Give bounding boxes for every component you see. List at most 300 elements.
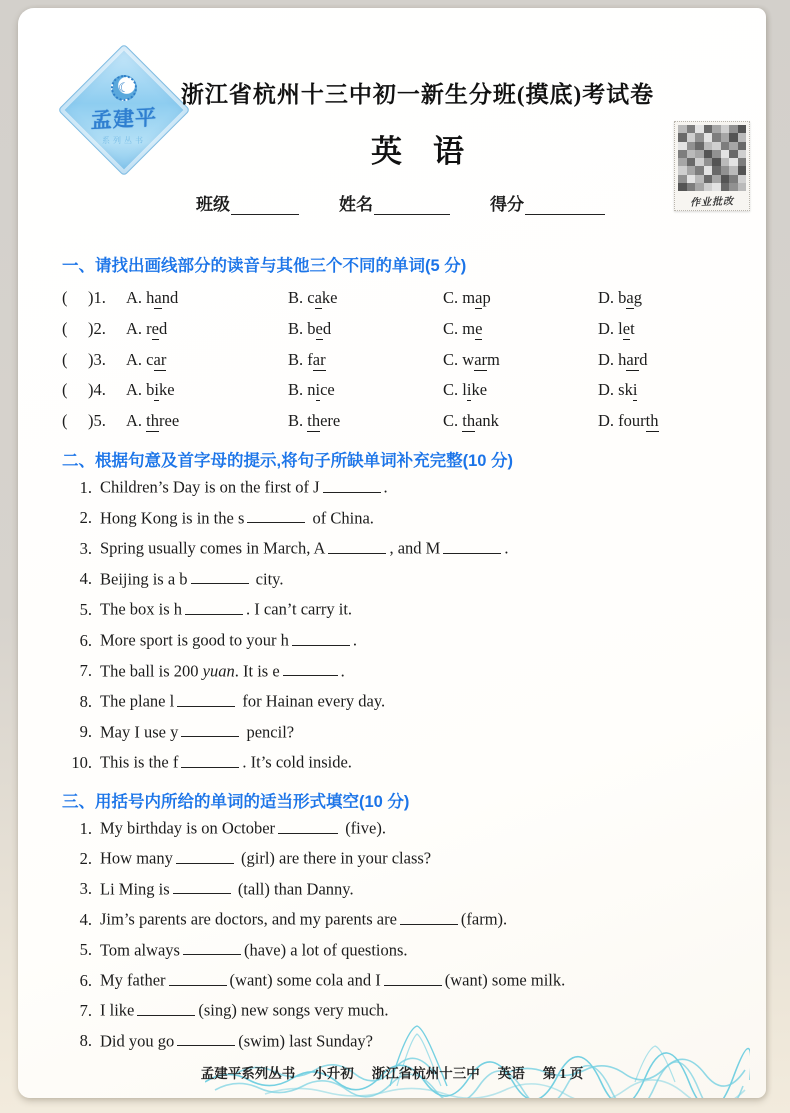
item-number: 5. <box>79 600 92 620</box>
mosaic-cell <box>738 166 747 174</box>
text-segment: The ball is 200 <box>100 661 203 681</box>
underlined-letters: i <box>632 380 638 400</box>
choice-question-row <box>62 350 764 381</box>
item-text <box>100 940 770 961</box>
answer-blank <box>183 940 241 956</box>
word-part: r <box>146 318 152 338</box>
item-number: 9. <box>79 722 92 742</box>
logo-subtitle: 系列丛书 <box>102 135 146 145</box>
mosaic-cell <box>695 142 704 150</box>
option-b <box>288 319 443 339</box>
underlined-letters: th <box>645 411 659 431</box>
word-part: ke <box>321 288 338 307</box>
mosaic-cell <box>678 142 687 150</box>
info-field <box>196 190 299 215</box>
mosaic-cell <box>687 133 696 141</box>
fill-in-item <box>50 940 770 970</box>
option-label: B. <box>288 380 308 400</box>
text-segment: (have) a lot of questions. <box>243 940 408 960</box>
text-segment: (girl) are there in your class? <box>236 849 432 869</box>
item-text <box>100 970 770 991</box>
subject-title: 英 语 <box>371 134 464 169</box>
option-c <box>443 288 598 308</box>
text-segment: , and M <box>389 538 441 558</box>
word-part: ere <box>320 411 341 431</box>
option-d <box>598 288 764 308</box>
mosaic-cell <box>721 142 730 150</box>
option-d <box>598 319 764 339</box>
text-segment: (swim) last Sunday? <box>238 1031 373 1051</box>
mosaic-cell <box>704 183 713 191</box>
mosaic-cell <box>678 158 687 166</box>
mosaic-cell <box>678 150 687 158</box>
option-label: A. <box>126 411 147 431</box>
mosaic-cell <box>729 150 738 158</box>
question-number: )1. <box>88 288 106 307</box>
option-a <box>126 350 288 370</box>
word-part: p <box>482 288 491 307</box>
stamp-caption: 作业批改 <box>689 196 735 209</box>
text-segment: The plane l <box>100 691 175 711</box>
mosaic-cell <box>704 175 713 183</box>
option-label: C. <box>443 288 463 307</box>
option-label: A. <box>126 288 147 307</box>
mosaic-cell <box>721 125 730 133</box>
text-segment: of China. <box>308 508 374 528</box>
item-text <box>100 1000 770 1021</box>
answer-blank <box>169 970 227 986</box>
text-segment: I like <box>100 1001 135 1021</box>
option-label: D. <box>598 288 619 307</box>
option-c <box>443 350 598 370</box>
mosaic-cell <box>721 175 730 183</box>
mosaic-image <box>678 125 746 191</box>
choice-question-row <box>62 319 764 350</box>
mosaic-cell <box>712 158 721 166</box>
item-text <box>100 569 770 590</box>
mosaic-cell <box>729 142 738 150</box>
word-part: ce <box>320 380 335 400</box>
mosaic-cell <box>712 125 721 133</box>
answer-blank <box>173 879 231 895</box>
footer-part: 浙江省杭州十三中 <box>371 1066 480 1081</box>
option-a <box>126 319 288 339</box>
underlined-letters: a <box>154 288 162 307</box>
item-text <box>100 599 770 620</box>
item-text <box>100 661 770 682</box>
mosaic-cell <box>687 166 696 174</box>
word-part: ke <box>471 380 488 400</box>
fill-in-item <box>50 599 770 630</box>
student-info-fields <box>196 190 645 215</box>
mosaic-cell <box>678 125 687 133</box>
option-d <box>598 350 764 370</box>
text-segment: (five). <box>341 818 386 838</box>
mosaic-cell <box>721 133 730 141</box>
option-label: A. <box>126 380 147 400</box>
wave-decoration <box>205 1020 750 1098</box>
fill-in-item <box>50 970 770 1000</box>
mosaic-cell <box>695 175 704 183</box>
page-footer <box>18 1062 766 1082</box>
mosaic-cell <box>695 125 704 133</box>
option-label: B. <box>288 411 308 431</box>
word-part: ank <box>475 411 499 431</box>
mosaic-cell <box>738 158 747 166</box>
word-part: n <box>307 380 316 400</box>
mosaic-cell <box>712 142 721 150</box>
mosaic-cell <box>729 125 738 133</box>
mosaic-cell <box>687 183 696 191</box>
mosaic-cell <box>704 142 713 150</box>
question-number: )2. <box>88 318 106 338</box>
word-part: d <box>159 318 168 338</box>
item-number: 8. <box>79 1031 92 1051</box>
mosaic-cell <box>738 125 747 133</box>
mosaic-cell <box>721 158 730 166</box>
item-text <box>100 477 770 498</box>
option-label: C. <box>443 380 463 400</box>
word-part: d <box>639 349 648 369</box>
field-label: 姓名 <box>339 195 373 214</box>
item-number: 3. <box>79 538 92 558</box>
item-number: 7. <box>79 1001 92 1021</box>
word-part: h <box>146 288 155 307</box>
section2-items <box>50 477 770 783</box>
mosaic-cell <box>695 183 704 191</box>
word-part: b <box>146 380 155 400</box>
option-label: B. <box>288 349 308 369</box>
mosaic-cell <box>729 133 738 141</box>
answer-bracket: ( <box>62 380 68 400</box>
text-segment: pencil? <box>242 722 295 742</box>
underlined-letters: e <box>622 318 631 338</box>
choice-question-row <box>62 411 764 442</box>
mosaic-cell <box>704 158 713 166</box>
fill-in-item <box>50 508 770 539</box>
field-label: 得分 <box>490 195 524 214</box>
item-number: 6. <box>79 970 92 990</box>
option-a <box>126 411 288 431</box>
text-segment: Jim’s parents are doctors, and my parents are <box>100 909 397 929</box>
section3-heading: 三、用括号内所给的单词的适当形式填空(10 分) <box>62 793 410 811</box>
fill-in-item <box>50 818 770 848</box>
text-segment: (tall) than Danny. <box>233 879 354 899</box>
mosaic-cell <box>678 133 687 141</box>
fill-in-item <box>50 538 770 569</box>
option-label: A. <box>126 349 147 369</box>
text-segment: Did you go <box>100 1031 175 1051</box>
text-segment: Hong Kong is in the s <box>100 508 245 528</box>
text-segment: How many <box>100 849 173 869</box>
item-number: 1. <box>79 477 92 497</box>
underlined-letters: a <box>626 288 634 307</box>
option-a <box>126 288 288 308</box>
field-blank <box>231 197 299 215</box>
underlined-letters: i <box>466 380 472 400</box>
answer-blank <box>137 1000 195 1016</box>
question-number: )5. <box>88 411 106 431</box>
word-part: l <box>618 318 623 338</box>
section2-heading: 二、根据句意及首字母的提示,将句子所缺单词补充完整(10 分) <box>62 452 514 470</box>
option-label: C. <box>443 349 463 369</box>
underlined-letters: a <box>314 288 322 307</box>
answer-blank <box>443 538 501 554</box>
underlined-letters: e <box>151 318 159 338</box>
answer-blank <box>191 569 249 585</box>
text-segment: My father <box>100 970 166 990</box>
item-number: 5. <box>79 940 92 960</box>
answer-blank <box>247 508 305 524</box>
text-segment: . I can’t carry it. <box>246 600 353 620</box>
mosaic-cell <box>712 166 721 174</box>
mosaic-cell <box>695 158 704 166</box>
mosaic-cell <box>712 133 721 141</box>
option-label: C. <box>443 318 463 338</box>
option-label: D. <box>598 411 619 431</box>
option-b <box>288 380 443 400</box>
fill-in-item <box>50 477 770 508</box>
crescent-moon-icon: ☾ <box>111 75 137 101</box>
question-number: )3. <box>88 349 106 369</box>
underlined-letters: e <box>475 318 483 338</box>
footer-part: 小升初 <box>313 1066 354 1081</box>
mosaic-cell <box>687 142 696 150</box>
option-label: B. <box>288 318 308 338</box>
fill-in-item <box>50 569 770 600</box>
answer-blank <box>185 599 243 615</box>
underlined-letters: ar <box>474 349 488 369</box>
option-c <box>443 319 598 339</box>
field-blank <box>374 197 450 215</box>
item-number: 2. <box>79 849 92 869</box>
answer-bracket: ( <box>62 349 68 369</box>
text-segment: . It is e <box>234 661 280 681</box>
answer-blank <box>278 818 338 834</box>
word-part: d <box>322 318 332 338</box>
item-number: 1. <box>79 818 92 838</box>
answer-blank <box>384 970 442 986</box>
fill-in-item <box>50 909 770 939</box>
footer-part: 英语 <box>497 1066 525 1081</box>
underlined-letters: th <box>146 411 160 431</box>
mosaic-cell <box>729 166 738 174</box>
info-field <box>490 190 605 215</box>
mosaic-cell <box>704 166 713 174</box>
option-label: D. <box>598 380 619 400</box>
text-segment: . <box>383 477 388 497</box>
option-label: D. <box>598 349 619 369</box>
item-text <box>100 508 770 529</box>
option-label: C. <box>443 411 463 431</box>
mosaic-cell <box>738 175 747 183</box>
text-segment: (want) some milk. <box>444 970 566 990</box>
answer-blank <box>177 691 235 707</box>
mosaic-cell <box>712 150 721 158</box>
answer-blank <box>292 630 350 646</box>
option-c <box>443 411 598 431</box>
mosaic-cell <box>678 166 687 174</box>
mosaic-cell <box>738 133 747 141</box>
underlined-letters: ar <box>312 349 326 369</box>
choice-question-row <box>62 288 764 319</box>
word-part: g <box>633 288 642 307</box>
text-segment: (farm). <box>460 909 508 929</box>
underlined-letters: i <box>315 380 321 400</box>
answer-blank <box>176 848 234 864</box>
item-text <box>100 818 770 839</box>
mosaic-cell <box>687 175 696 183</box>
text-segment: Li Ming is <box>100 879 170 899</box>
text-segment: My birthday is on October <box>100 818 276 838</box>
italic-word: yuan <box>202 661 235 681</box>
text-segment: The box is h <box>100 600 183 620</box>
text-segment: . <box>352 630 357 650</box>
text-segment: (want) some cola and I <box>229 970 381 990</box>
option-d <box>598 411 764 431</box>
section1-heading: 一、请找出画线部分的读音与其他三个不同的单词(5 分) <box>62 257 467 275</box>
option-a <box>126 380 288 400</box>
answer-bracket: ( <box>62 318 68 338</box>
text-segment: Tom always <box>100 940 180 960</box>
answer-blank <box>181 752 239 768</box>
option-b <box>288 350 443 370</box>
mosaic-cell <box>678 183 687 191</box>
mosaic-cell <box>695 150 704 158</box>
underlined-letters: e <box>315 318 323 338</box>
text-segment: for Hainan every day. <box>238 691 386 711</box>
text-segment: Beijing is a b <box>100 569 188 589</box>
mosaic-cell <box>687 150 696 158</box>
choice-question-row <box>62 380 764 411</box>
exam-title: 浙江省杭州十三中初一新生分班(摸底)考试卷 <box>180 82 655 107</box>
underlined-letters: i <box>154 380 160 400</box>
word-part: m <box>487 349 500 369</box>
item-number: 3. <box>79 879 92 899</box>
mosaic-cell <box>704 150 713 158</box>
field-label: 班级 <box>196 195 230 214</box>
option-c <box>443 380 598 400</box>
section1-questions <box>62 288 764 442</box>
answer-bracket: ( <box>62 411 68 431</box>
mosaic-cell <box>729 158 738 166</box>
answer-blank <box>283 661 338 677</box>
answer-blank <box>181 722 239 738</box>
underlined-letters: th <box>462 411 476 431</box>
logo-title: 孟建平 <box>90 104 158 133</box>
item-number: 10. <box>71 753 92 773</box>
underlined-letters: a <box>475 288 483 307</box>
fill-in-item <box>50 691 770 722</box>
mosaic-cell <box>704 125 713 133</box>
text-segment: . <box>340 661 345 681</box>
word-part: ree <box>159 411 180 431</box>
fill-in-item <box>50 752 770 783</box>
word-part: h <box>618 349 627 369</box>
footer-part: 孟建平系列丛书 <box>200 1066 296 1081</box>
word-part: t <box>630 318 635 338</box>
item-number: 4. <box>79 909 92 929</box>
info-field <box>339 190 450 215</box>
item-number: 7. <box>79 661 92 681</box>
option-label: A. <box>126 318 147 338</box>
answer-blank <box>328 538 386 554</box>
answer-blank <box>400 909 458 925</box>
word-part: f <box>307 349 313 369</box>
mosaic-cell <box>687 125 696 133</box>
word-part: nd <box>161 288 179 307</box>
fill-in-item <box>50 722 770 753</box>
mosaic-cell <box>678 175 687 183</box>
item-text <box>100 722 770 743</box>
word-part: b <box>307 318 316 338</box>
text-segment: . It’s cold inside. <box>242 753 352 773</box>
text-segment: This is the f <box>100 753 179 773</box>
item-text <box>100 538 770 559</box>
mosaic-cell <box>704 133 713 141</box>
option-b <box>288 288 443 308</box>
text-segment: (sing) new songs very much. <box>198 1001 389 1021</box>
text-segment: . <box>504 538 509 558</box>
option-label: B. <box>288 288 308 307</box>
question-number: )4. <box>88 380 106 400</box>
item-number: 6. <box>79 630 92 650</box>
fill-in-item <box>50 879 770 909</box>
mosaic-cell <box>738 142 747 150</box>
fill-in-item <box>50 661 770 692</box>
text-segment: Spring usually comes in March, A <box>100 538 326 558</box>
word-part: w <box>462 349 475 369</box>
mosaic-cell <box>687 158 696 166</box>
item-number: 4. <box>79 569 92 589</box>
underlined-letters: ar <box>626 349 640 369</box>
option-d <box>598 380 764 400</box>
word-part: l <box>462 380 467 400</box>
underlined-letters: th <box>307 411 321 431</box>
item-number: 2. <box>79 508 92 528</box>
text-segment: More sport is good to your h <box>100 630 289 650</box>
text-segment: Children’s Day is on the first of J <box>100 477 320 497</box>
fill-in-item <box>50 630 770 661</box>
word-part: m <box>462 318 476 338</box>
mosaic-cell <box>695 133 704 141</box>
word-part: ke <box>159 380 175 400</box>
word-part: sk <box>618 380 633 400</box>
fill-in-item <box>50 848 770 878</box>
pixelated-stamp <box>674 121 750 211</box>
word-part: m <box>462 288 476 307</box>
mosaic-cell <box>721 166 730 174</box>
option-b <box>288 411 443 431</box>
field-blank <box>525 197 605 215</box>
mosaic-cell <box>738 150 747 158</box>
mosaic-cell <box>712 175 721 183</box>
answer-blank <box>323 477 381 493</box>
word-part: c <box>146 349 154 369</box>
item-text <box>100 752 770 773</box>
underlined-letters: ar <box>153 349 167 369</box>
answer-bracket: ( <box>62 288 68 307</box>
mosaic-cell <box>729 175 738 183</box>
text-segment: May I use y <box>100 722 179 742</box>
item-text <box>100 848 770 869</box>
text-segment: city. <box>251 569 284 589</box>
mosaic-cell <box>695 166 704 174</box>
footer-part: 第 1 页 <box>542 1066 584 1081</box>
word-part: c <box>307 288 315 307</box>
item-number: 8. <box>79 691 92 711</box>
item-text <box>100 879 770 900</box>
